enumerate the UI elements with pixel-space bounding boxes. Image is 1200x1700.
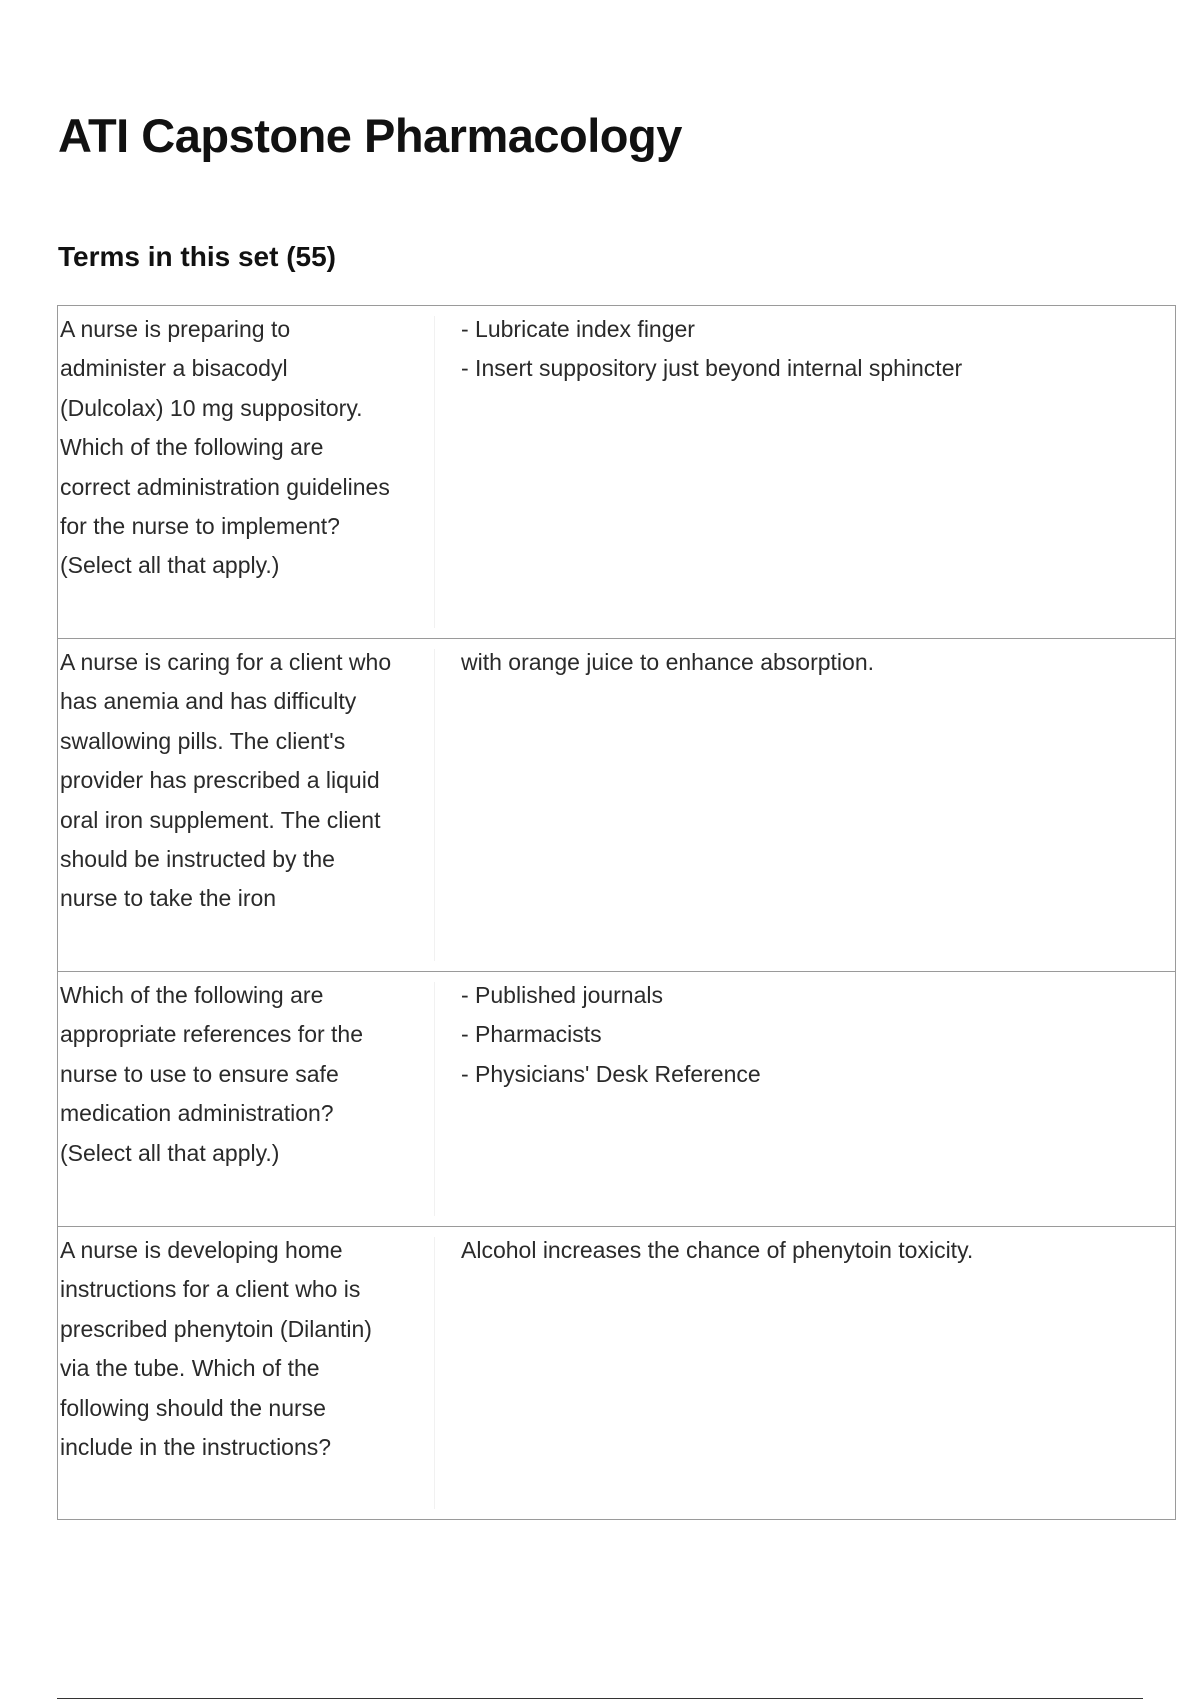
definition-cell (401, 306, 1176, 639)
definition-cell (401, 639, 1176, 972)
terms-table (57, 305, 1176, 1520)
definition-line: - Lubricate index finger (461, 316, 695, 342)
definition-line: with orange juice to enhance absorption. (461, 649, 875, 675)
definition-cell (401, 1227, 1176, 1520)
term-card-row (58, 972, 1176, 1227)
term-text: A nurse is developing home instructions for a client who is prescribed phenytoin (Dilantin) via the tube. Which of the following should the nurse include in the instructions? (58, 1227, 402, 1520)
footer-divider (57, 1698, 1143, 1699)
page-title: ATI Capstone Pharmacology (58, 109, 682, 162)
definition-line: - Pharmacists (461, 1021, 602, 1048)
term-text: Which of the following are appropriate references for the nurse to use to ensure safe medication administration? (Select all that apply.) (58, 972, 402, 1227)
term-text: A nurse is preparing to administer a bisacodyl (Dulcolax) 10 mg suppository. Which of the following are correct administration guidelines for the nurse to implement? (Select all that apply.) (58, 306, 402, 639)
term-card-row (58, 1227, 1176, 1520)
definition-line: - Insert suppository just beyond internal sphincter (461, 355, 963, 382)
terms-count-heading: Terms in this set (55) (58, 241, 337, 272)
term-text: A nurse is caring for a client who has anemia and has difficulty swallowing pills. The client's provider has prescribed a liquid oral iron supplement. The client should be instructed by the nurse to take the iron (58, 639, 402, 972)
definition-line: Alcohol increases the chance of phenytoin toxicity. (461, 1237, 974, 1263)
definition-line: - Physicians' Desk Reference (461, 1060, 761, 1087)
definition-cell (401, 972, 1176, 1227)
definition-line: - Published journals (461, 982, 664, 1008)
term-card-row (58, 306, 1176, 639)
term-card-row (58, 639, 1176, 972)
